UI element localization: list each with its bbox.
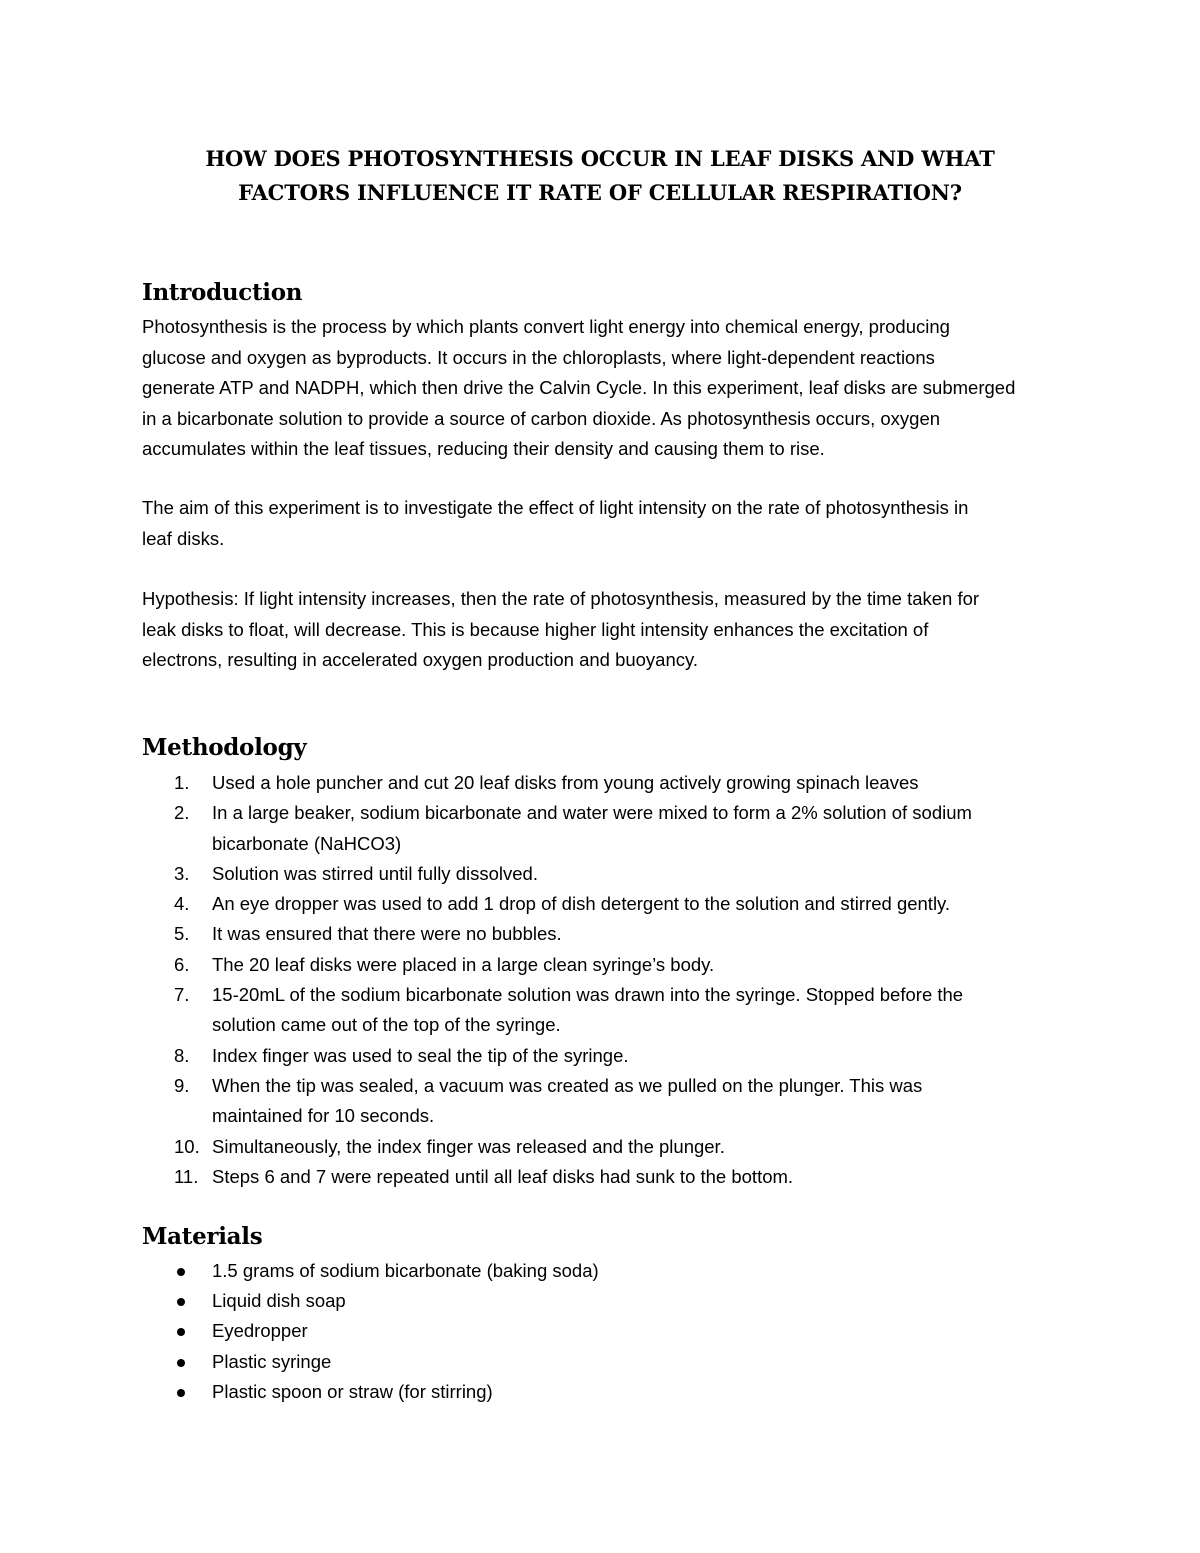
step-text: In a large beaker, sodium bicarbonate and water were mixed to form a 2% solution of sodium (212, 802, 972, 824)
methodology-step (142, 980, 972, 1041)
materials-item-text: Plastic spoon or straw (for stirring) (212, 1380, 493, 1402)
methodology-step (142, 768, 972, 798)
methodology-step (142, 798, 972, 859)
paragraph-line: The aim of this experiment is to investigate the effect of light intensity on the rate of photosynthesis in (142, 497, 969, 518)
materials-item (142, 1347, 599, 1377)
paragraph-line: Hypothesis: If light intensity increases, then the rate of photosynthesis, measured by the time taken for (142, 588, 980, 609)
introduction-paragraph (142, 312, 1072, 465)
bullet-icon (177, 1359, 185, 1367)
materials-item (142, 1316, 599, 1346)
bullet-icon (177, 1389, 185, 1397)
methodology-step (142, 950, 972, 980)
step-text: maintained for 10 seconds. (212, 1105, 435, 1127)
aim-paragraph (142, 493, 1072, 554)
step-number: 10. (174, 1135, 200, 1157)
step-number: 11. (174, 1165, 199, 1187)
step-text: Index finger was used to seal the tip of the syringe. (212, 1044, 629, 1066)
paragraph-line: electrons, resulting in accelerated oxygen production and buoyancy. (142, 649, 699, 670)
step-number: 1. (174, 772, 190, 793)
materials-list (142, 1256, 599, 1407)
step-text: Simultaneously, the index finger was released and the plunger. (212, 1135, 725, 1157)
hypothesis-paragraph (142, 584, 1072, 676)
document-title (0, 142, 1200, 210)
methodology-step (142, 1071, 972, 1132)
step-number: 5. (174, 923, 190, 945)
step-text: An eye dropper was used to add 1 drop of dish detergent to the solution and stirred gently. (212, 893, 951, 915)
step-text: Solution was stirred until fully dissolved. (212, 862, 538, 884)
paragraph-line: leak disks to float, will decrease. This is because higher light intensity enhances the excitation of (142, 618, 929, 640)
step-text: solution came out of the top of the syringe. (212, 1014, 561, 1036)
step-number: 7. (174, 984, 190, 1006)
methodology-step (142, 859, 972, 889)
step-text: Used a hole puncher and cut 20 leaf disks from young actively growing spinach leaves (212, 772, 919, 793)
paragraph-line: accumulates within the leaf tissues, reducing their density and causing them to rise. (142, 438, 825, 459)
paragraph-line: in a bicarbonate solution to provide a source of carbon dioxide. As photosynthesis occurs, oxygen (142, 407, 941, 429)
title-line-2: FACTORS INFLUENCE IT RATE OF CELLULAR RESPIRATION? (238, 180, 962, 205)
materials-item-text: 1.5 grams of sodium bicarbonate (baking soda) (212, 1260, 599, 1281)
paragraph-line: generate ATP and NADPH, which then drive the Calvin Cycle. In this experiment, leaf disks are submerged (142, 377, 1016, 398)
bullet-icon (177, 1298, 185, 1306)
step-text: bicarbonate (NaHCO3) (212, 832, 402, 854)
materials-heading: Materials (142, 1223, 263, 1250)
bullet-icon (177, 1328, 185, 1336)
step-text: When the tip was sealed, a vacuum was created as we pulled on the plunger. This was (212, 1074, 923, 1096)
step-text: Steps 6 and 7 were repeated until all leaf disks had sunk to the bottom. (212, 1165, 794, 1187)
methodology-steps-list (142, 768, 972, 1192)
bullet-icon (177, 1268, 185, 1276)
title-line-1: HOW DOES PHOTOSYNTHESIS OCCUR IN LEAF DISKS AND WHAT (205, 146, 995, 171)
materials-item-text: Liquid dish soap (212, 1290, 346, 1312)
methodology-step (142, 1041, 972, 1071)
materials-item-text: Plastic syringe (212, 1350, 332, 1372)
materials-item-text: Eyedropper (212, 1320, 308, 1342)
paragraph-line: glucose and oxygen as byproducts. It occurs in the chloroplasts, where light-dependent reactions (142, 346, 935, 368)
methodology-step (142, 1162, 972, 1192)
step-number: 2. (174, 802, 190, 824)
step-text: 15-20mL of the sodium bicarbonate solution was drawn into the syringe. Stopped before the (212, 984, 964, 1006)
paragraph-line: Photosynthesis is the process by which plants convert light energy into chemical energy, producing (142, 316, 950, 337)
step-number: 9. (174, 1074, 190, 1096)
methodology-heading: Methodology (142, 734, 307, 761)
materials-item (142, 1286, 599, 1316)
step-number: 8. (174, 1044, 190, 1066)
step-text: The 20 leaf disks were placed in a large clean syringe’s body. (212, 953, 715, 975)
step-text: It was ensured that there were no bubbles. (212, 923, 562, 945)
step-number: 6. (174, 953, 190, 975)
materials-item (142, 1256, 599, 1286)
step-number: 4. (174, 893, 190, 915)
introduction-heading: Introduction (142, 279, 303, 306)
paragraph-line: leaf disks. (142, 527, 225, 549)
materials-item (142, 1377, 599, 1407)
methodology-step (142, 889, 972, 919)
methodology-step (142, 1132, 972, 1162)
step-number: 3. (174, 862, 190, 884)
methodology-step (142, 919, 972, 949)
